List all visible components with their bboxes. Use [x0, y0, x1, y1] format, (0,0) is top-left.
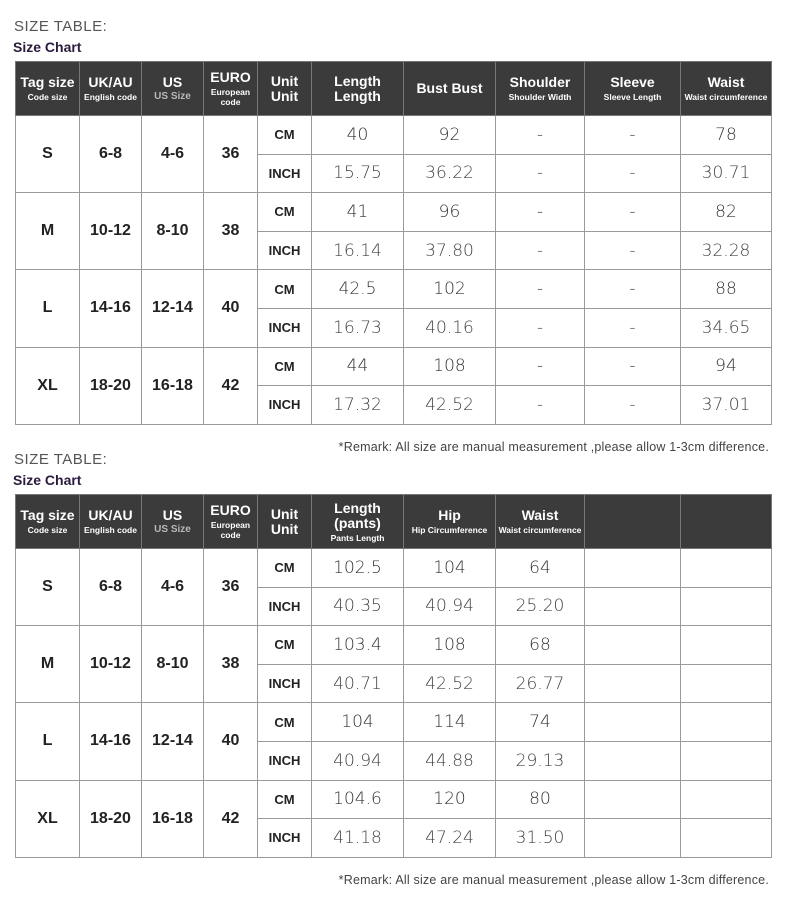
us-size-cell: 16-18: [142, 347, 204, 424]
measurement-cell: -: [585, 116, 681, 155]
measurement-cell: -: [496, 347, 585, 386]
unit-cell: CM: [258, 347, 312, 386]
size-table-label: SIZE TABLE:: [14, 451, 108, 468]
remark-note: *Remark: All size are manual measurement ,please allow 1-3cm difference.: [338, 440, 769, 454]
size-table-label: SIZE TABLE:: [14, 18, 108, 35]
measurement-cell: [681, 626, 772, 665]
column-header-sub: Code size: [27, 525, 68, 535]
column-header: [496, 495, 585, 549]
column-header: [204, 62, 258, 116]
measurement-cell: 26.77: [496, 664, 585, 703]
column-header-sub: Pants Length: [330, 532, 385, 543]
measurement-cell: 15.75: [312, 154, 404, 193]
measurement-cell: [681, 741, 772, 780]
measurement-cell: -: [496, 154, 585, 193]
measurement-cell: [585, 549, 681, 588]
measurement-cell: 44: [312, 347, 404, 386]
unit-cell: CM: [258, 549, 312, 588]
column-header: [16, 495, 80, 549]
measurement-cell: 74: [496, 703, 585, 742]
tag-size-cell: M: [16, 193, 80, 270]
column-header: [80, 62, 142, 116]
measurement-cell: [585, 819, 681, 858]
uk-au-cell: 18-20: [80, 780, 142, 857]
column-header-label: Bust Bust: [416, 80, 483, 96]
column-header: [142, 62, 204, 116]
unit-cell: INCH: [258, 819, 312, 858]
measurement-cell: [681, 587, 772, 626]
measurement-cell: -: [496, 270, 585, 309]
euro-size-cell: 42: [204, 780, 258, 857]
unit-cell: INCH: [258, 587, 312, 626]
measurement-cell: 104: [312, 703, 404, 742]
measurement-cell: [681, 549, 772, 588]
measurement-cell: 41: [312, 193, 404, 232]
measurement-cell: 34.65: [681, 308, 772, 347]
measurement-cell: 37.80: [404, 231, 496, 270]
measurement-cell: 42.5: [312, 270, 404, 309]
measurement-cell: 40.94: [404, 587, 496, 626]
unit-cell: INCH: [258, 386, 312, 425]
column-header-label: Tag size: [20, 507, 75, 523]
table-row: [16, 347, 772, 386]
measurement-cell: 25.20: [496, 587, 585, 626]
measurement-cell: -: [585, 193, 681, 232]
measurement-cell: [585, 587, 681, 626]
unit-cell: CM: [258, 780, 312, 819]
column-header: [681, 62, 772, 116]
column-header-sub: European code: [210, 87, 251, 107]
column-header-sub: Sleeve Length: [603, 92, 662, 102]
column-header-label: Unit Unit: [270, 72, 299, 104]
measurement-cell: 32.28: [681, 231, 772, 270]
tag-size-cell: XL: [16, 347, 80, 424]
remark-note: *Remark: All size are manual measurement ,please allow 1-3cm difference.: [338, 873, 769, 887]
measurement-cell: -: [585, 231, 681, 270]
measurement-cell: [681, 819, 772, 858]
measurement-cell: 82: [681, 193, 772, 232]
euro-size-cell: 38: [204, 193, 258, 270]
measurement-cell: 92: [404, 116, 496, 155]
euro-size-cell: 40: [204, 703, 258, 780]
euro-size-cell: 38: [204, 626, 258, 703]
euro-size-cell: 42: [204, 347, 258, 424]
measurement-cell: 40: [312, 116, 404, 155]
column-header-label: Length (pants): [334, 499, 381, 531]
uk-au-cell: 18-20: [80, 347, 142, 424]
measurement-cell: -: [585, 347, 681, 386]
column-header: [585, 495, 681, 549]
measurement-cell: 80: [496, 780, 585, 819]
measurement-cell: 40.16: [404, 308, 496, 347]
euro-size-cell: 36: [204, 549, 258, 626]
column-header-label: Shoulder: [509, 74, 571, 90]
column-header: [585, 62, 681, 116]
unit-cell: CM: [258, 116, 312, 155]
uk-au-cell: 6-8: [80, 116, 142, 193]
measurement-cell: 104.6: [312, 780, 404, 819]
unit-cell: CM: [258, 703, 312, 742]
column-header: [258, 62, 312, 116]
column-header-sub: Waist circumference: [498, 525, 582, 535]
measurement-cell: 103.4: [312, 626, 404, 665]
measurement-cell: 42.52: [404, 386, 496, 425]
column-header-sub: US Size: [154, 91, 191, 102]
size-table: [15, 494, 772, 858]
measurement-cell: 40.71: [312, 664, 404, 703]
us-size-cell: 16-18: [142, 780, 204, 857]
tag-size-cell: XL: [16, 780, 80, 857]
column-header-sub: Code size: [27, 92, 68, 102]
us-size-cell: 8-10: [142, 626, 204, 703]
size-table: [15, 61, 772, 425]
measurement-cell: -: [496, 231, 585, 270]
column-header: [404, 62, 496, 116]
measurement-cell: [585, 664, 681, 703]
measurement-cell: 120: [404, 780, 496, 819]
column-header-label: US: [162, 507, 183, 523]
unit-cell: INCH: [258, 154, 312, 193]
table-row: [16, 193, 772, 232]
unit-cell: CM: [258, 270, 312, 309]
measurement-cell: -: [585, 270, 681, 309]
size-chart-title: Size Chart: [13, 39, 82, 55]
column-header-label: Waist: [521, 507, 559, 523]
measurement-cell: 96: [404, 193, 496, 232]
table-row: [16, 116, 772, 155]
measurement-cell: -: [496, 193, 585, 232]
column-header-label: Waist: [707, 74, 745, 90]
measurement-cell: 37.01: [681, 386, 772, 425]
unit-cell: INCH: [258, 308, 312, 347]
column-header-label: Length Length: [334, 72, 381, 104]
measurement-cell: -: [496, 116, 585, 155]
unit-cell: INCH: [258, 664, 312, 703]
table-row: [16, 780, 772, 819]
measurement-cell: 31.50: [496, 819, 585, 858]
column-header-sub: English code: [84, 525, 137, 535]
uk-au-cell: 10-12: [80, 626, 142, 703]
euro-size-cell: 40: [204, 270, 258, 347]
measurement-cell: 108: [404, 626, 496, 665]
measurement-cell: 36.22: [404, 154, 496, 193]
us-size-cell: 12-14: [142, 270, 204, 347]
measurement-cell: 40.35: [312, 587, 404, 626]
size-chart-title: Size Chart: [13, 472, 82, 488]
measurement-cell: 108: [404, 347, 496, 386]
measurement-cell: -: [496, 386, 585, 425]
measurement-cell: 16.73: [312, 308, 404, 347]
uk-au-cell: 14-16: [80, 703, 142, 780]
measurement-cell: [681, 664, 772, 703]
table-row: [16, 626, 772, 665]
us-size-cell: 4-6: [142, 116, 204, 193]
measurement-cell: 78: [681, 116, 772, 155]
measurement-cell: 47.24: [404, 819, 496, 858]
tag-size-cell: L: [16, 270, 80, 347]
measurement-cell: [585, 741, 681, 780]
column-header: [142, 495, 204, 549]
measurement-cell: -: [585, 154, 681, 193]
measurement-cell: 88: [681, 270, 772, 309]
column-header: [681, 495, 772, 549]
column-header-label: UK/AU: [88, 74, 133, 90]
column-header: [16, 62, 80, 116]
measurement-cell: [585, 780, 681, 819]
tag-size-cell: S: [16, 116, 80, 193]
measurement-cell: 94: [681, 347, 772, 386]
measurement-cell: [681, 703, 772, 742]
tag-size-cell: S: [16, 549, 80, 626]
uk-au-cell: 10-12: [80, 193, 142, 270]
column-header-sub: Shoulder Width: [508, 92, 572, 102]
column-header: [258, 495, 312, 549]
column-header: [496, 62, 585, 116]
measurement-cell: 16.14: [312, 231, 404, 270]
column-header-sub: English code: [84, 92, 137, 102]
euro-size-cell: 36: [204, 116, 258, 193]
tag-size-cell: L: [16, 703, 80, 780]
us-size-cell: 12-14: [142, 703, 204, 780]
column-header-sub: US Size: [154, 524, 191, 535]
measurement-cell: 17.32: [312, 386, 404, 425]
us-size-cell: 8-10: [142, 193, 204, 270]
column-header-sub: European code: [210, 520, 251, 540]
column-header-label: US: [162, 74, 183, 90]
measurement-cell: 114: [404, 703, 496, 742]
measurement-cell: [585, 703, 681, 742]
measurement-cell: 44.88: [404, 741, 496, 780]
column-header-label: EURO: [210, 502, 251, 518]
table-row: [16, 703, 772, 742]
table-row: [16, 549, 772, 588]
column-header-label: Sleeve: [610, 74, 655, 90]
unit-cell: INCH: [258, 231, 312, 270]
header-row: [16, 62, 772, 116]
column-header: [404, 495, 496, 549]
measurement-cell: -: [585, 308, 681, 347]
column-header-sub: Waist circumference: [684, 92, 768, 102]
measurement-cell: [681, 780, 772, 819]
unit-cell: CM: [258, 626, 312, 665]
measurement-cell: 102: [404, 270, 496, 309]
tag-size-cell: M: [16, 626, 80, 703]
column-header-label: Unit Unit: [270, 505, 299, 537]
measurement-cell: [585, 626, 681, 665]
measurement-cell: 30.71: [681, 154, 772, 193]
column-header-label: Tag size: [20, 74, 75, 90]
measurement-cell: 64: [496, 549, 585, 588]
measurement-cell: 68: [496, 626, 585, 665]
column-header: [312, 62, 404, 116]
column-header: [312, 495, 404, 549]
unit-cell: INCH: [258, 741, 312, 780]
measurement-cell: -: [585, 386, 681, 425]
measurement-cell: 40.94: [312, 741, 404, 780]
column-header-label: UK/AU: [88, 507, 133, 523]
column-header-sub: Hip Circumference: [411, 525, 488, 535]
measurement-cell: 104: [404, 549, 496, 588]
measurement-cell: 102.5: [312, 549, 404, 588]
unit-cell: CM: [258, 193, 312, 232]
column-header: [80, 495, 142, 549]
measurement-cell: 29.13: [496, 741, 585, 780]
measurement-cell: 41.18: [312, 819, 404, 858]
measurement-cell: -: [496, 308, 585, 347]
column-header: [204, 495, 258, 549]
measurement-cell: 42.52: [404, 664, 496, 703]
uk-au-cell: 14-16: [80, 270, 142, 347]
table-row: [16, 270, 772, 309]
column-header-label: Hip: [438, 507, 461, 523]
header-row: [16, 495, 772, 549]
us-size-cell: 4-6: [142, 549, 204, 626]
uk-au-cell: 6-8: [80, 549, 142, 626]
column-header-label: EURO: [210, 69, 251, 85]
